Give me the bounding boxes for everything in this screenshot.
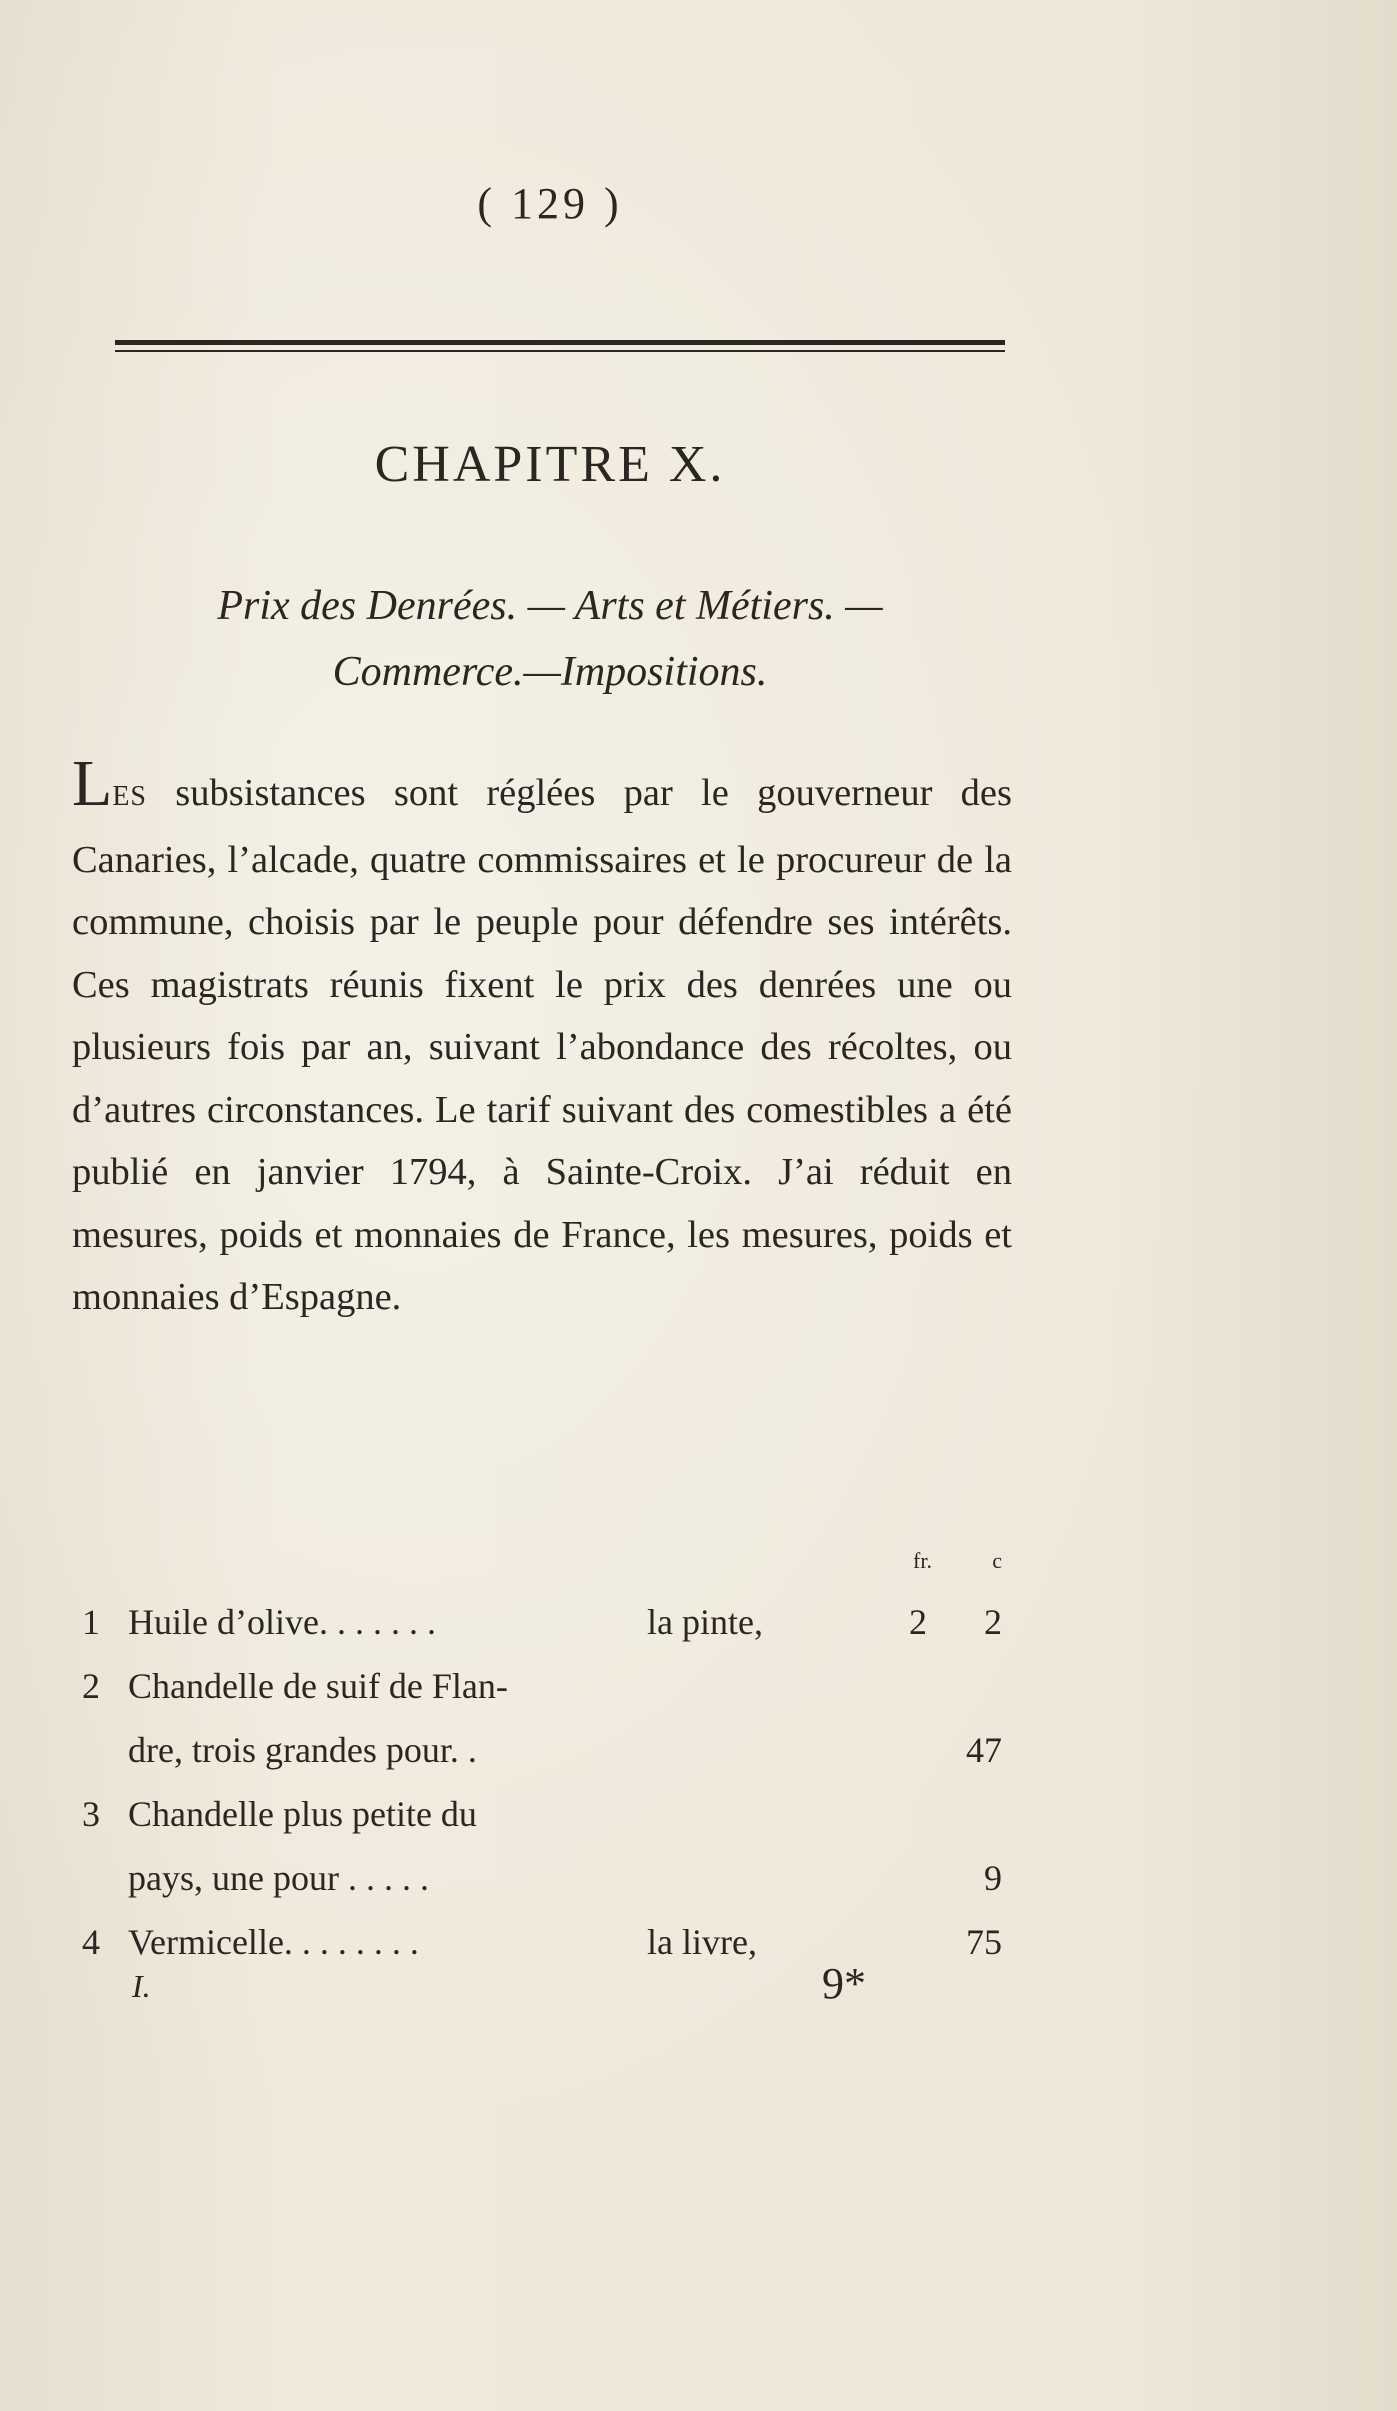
header-francs: fr. — [913, 1548, 932, 1573]
row-item: Huile d’olive. . . . . . . — [128, 1602, 436, 1642]
body-paragraph — [72, 747, 1012, 1329]
row-number: 1 — [82, 1602, 100, 1642]
table-row-continuation — [72, 1846, 1022, 1910]
table-row-continuation — [72, 1718, 1022, 1782]
table-row — [72, 1782, 1022, 1846]
row-item: Chandelle de suif de Flan- — [128, 1666, 508, 1706]
double-rule-thick — [115, 340, 1005, 345]
paragraph-text: subsistances sont réglées par le gouverneur des Canaries, l’alcade, quatre commissaires et le procureur de la commune, choisis par le peuple pour défendre ses intérêts. Ces magistrats réunis fixent le prix des denrées une ou plusieurs fois par an, suivant l’abondance des récoltes, ou d’autres circonstances. Le tarif suivant des comestibles a été publié en janvier 1794, à Sainte-Croix. J’ai réduit en mesures, poids et monnaies de France, les mesures, poids et monnaies d’Espagne. — [72, 772, 1012, 1318]
row-item: Chandelle plus petite du — [128, 1794, 477, 1834]
row-number: 3 — [82, 1794, 100, 1834]
row-unit: la pinte, — [647, 1602, 763, 1642]
chapter-subtitle-line-2: Commerce.—Impositions. — [332, 649, 768, 695]
volume-number: I. — [132, 1968, 151, 2004]
table-row — [72, 1590, 1022, 1654]
row-centimes: 47 — [966, 1730, 1002, 1770]
page-number: ( 129 ) — [477, 179, 623, 228]
table-row — [72, 1654, 1022, 1718]
row-number: 2 — [82, 1666, 100, 1706]
header-centimes: c — [992, 1548, 1002, 1573]
chapter-subtitle-line-1: Prix des Denrées. — Arts et Métiers. — — [217, 583, 883, 629]
row-centimes: 2 — [984, 1602, 1002, 1642]
signature-mark: 9* — [822, 1959, 866, 2008]
double-rule-thin — [115, 350, 1005, 352]
row-centimes: 9 — [984, 1858, 1002, 1898]
price-table — [72, 1540, 1022, 1974]
first-word-small-caps: ES — [112, 781, 148, 812]
row-centimes: 75 — [966, 1922, 1002, 1962]
row-item-continuation: dre, trois grandes pour. . — [128, 1730, 477, 1770]
table-header — [72, 1540, 1022, 1590]
drop-cap: L — [72, 747, 113, 820]
row-unit: la livre, — [647, 1922, 757, 1962]
row-item-continuation: pays, une pour . . . . . — [128, 1858, 429, 1898]
table-row — [72, 1910, 1022, 1974]
row-francs: 2 — [909, 1602, 927, 1642]
chapter-title: CHAPITRE X. — [374, 436, 726, 493]
row-item: Vermicelle. . . . . . . . — [128, 1922, 419, 1962]
row-number: 4 — [82, 1922, 100, 1962]
